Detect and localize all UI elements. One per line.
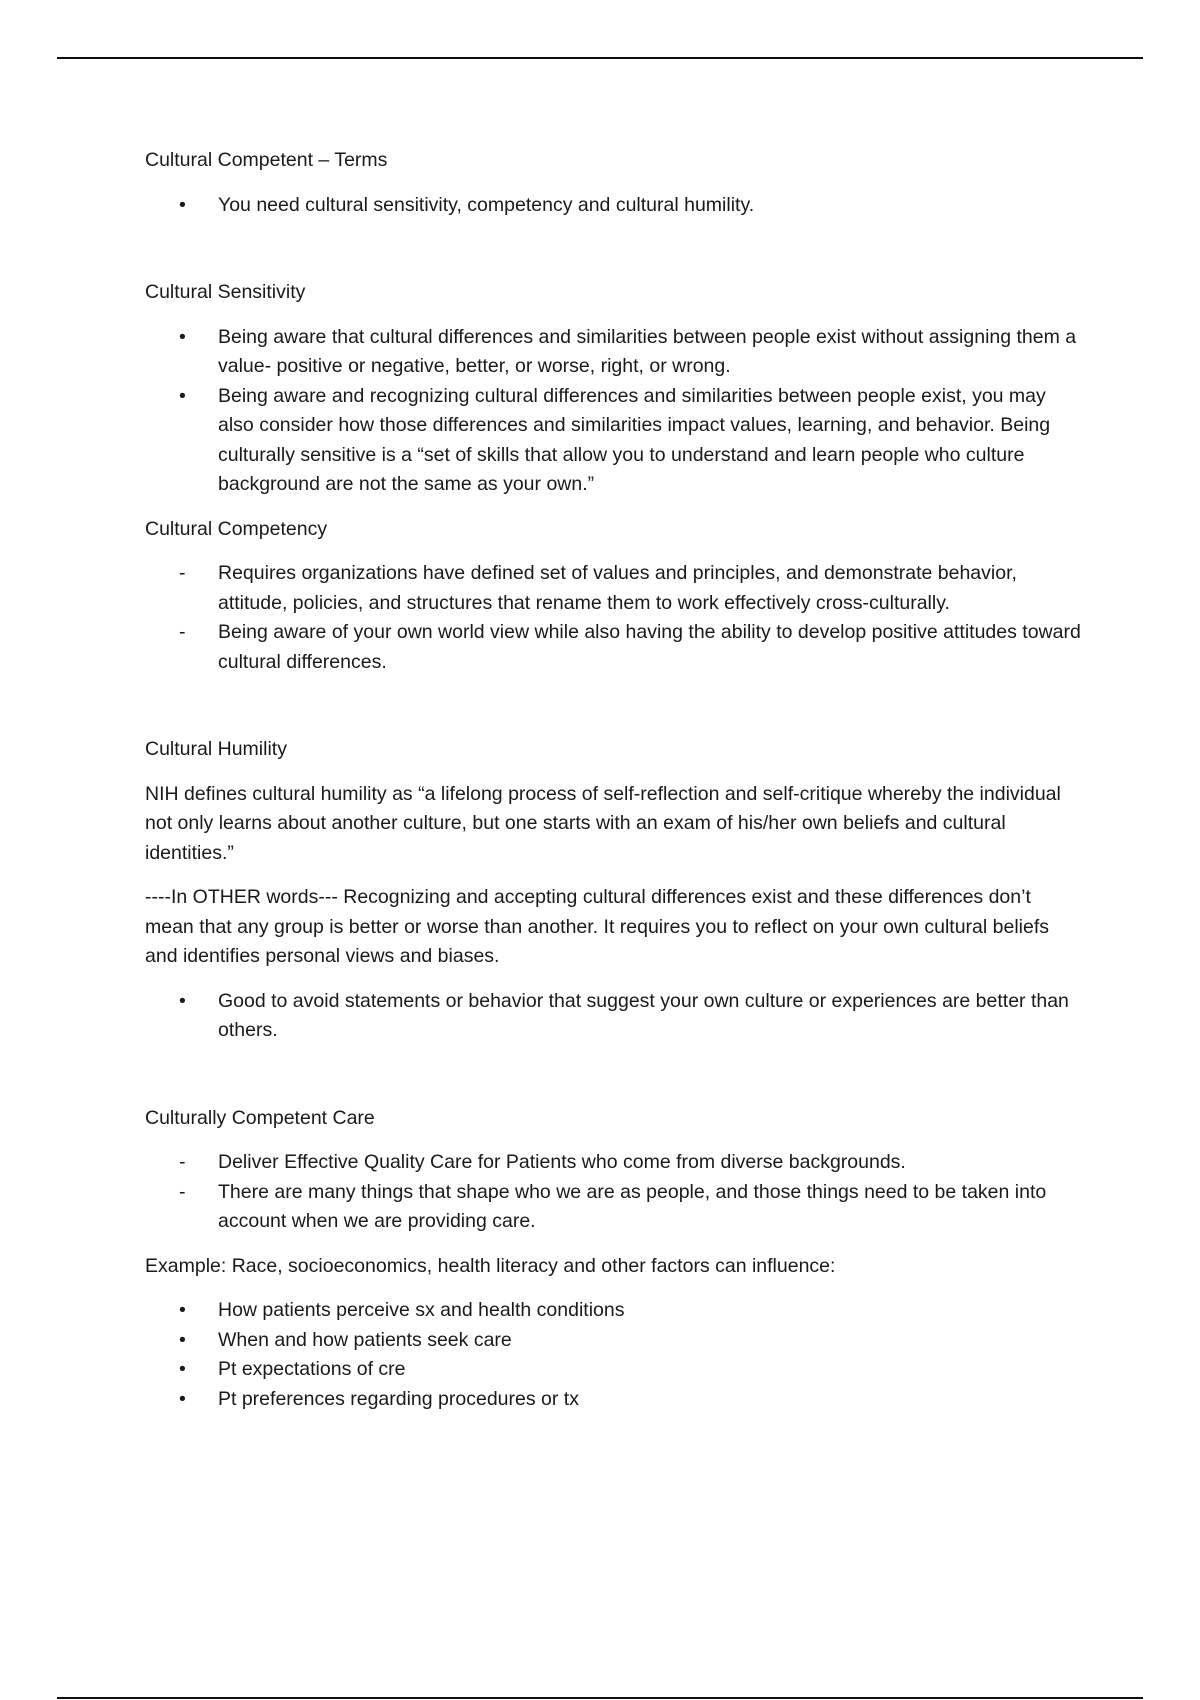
- header-rule: [57, 57, 1143, 59]
- bullet-marker: •: [179, 384, 186, 407]
- care-bullet-list: [145, 1296, 1085, 1414]
- list-item: • Pt preferences regarding procedures or tx: [145, 1385, 1085, 1415]
- care-example: Example: Race, socioeconomics, health literacy and other factors can influence:: [145, 1254, 836, 1277]
- terms-list: [145, 191, 1085, 221]
- heading-care: Culturally Competent Care: [145, 1106, 375, 1129]
- footer-rule: [57, 1697, 1143, 1699]
- humility-list: [145, 987, 1085, 1046]
- bullet-marker: •: [179, 1387, 186, 1410]
- dash-marker: -: [179, 621, 186, 643]
- bullet-marker: •: [179, 1358, 186, 1380]
- dash-marker: -: [179, 1151, 186, 1173]
- list-item: • How patients perceive sx and health conditions: [145, 1296, 1085, 1326]
- bullet-marker: •: [179, 989, 186, 1012]
- bullet-marker: •: [179, 1299, 186, 1321]
- sensitivity-list: [145, 323, 1085, 500]
- list-item: - Requires organizations have defined set of values and principles, and demonstrate behavior, attitude, policies, and structures that rename them to work effectively cross-culturally.: [145, 559, 1085, 618]
- bullet-marker: •: [179, 325, 186, 348]
- heading-humility: Cultural Humility: [145, 738, 287, 760]
- bullet-marker: •: [179, 193, 186, 216]
- list-item: - Deliver Effective Quality Care for Patients who come from diverse backgrounds.: [145, 1148, 1085, 1178]
- heading-competency: Cultural Competency: [145, 517, 328, 540]
- document-body: [145, 146, 1085, 1414]
- bullet-marker: •: [179, 1328, 186, 1351]
- humility-other-words: ----In OTHER words--- Recognizing and accepting cultural differences exist and these differences don’t mean that any group is better or worse than another. It requires you to reflect on your own cultural beliefs and identifies personal views and biases.: [145, 886, 1049, 967]
- competency-list: [145, 559, 1085, 677]
- care-dash-list: [145, 1148, 1085, 1237]
- list-item: - Being aware of your own world view while also having the ability to develop positive attitudes toward cultural differences.: [145, 618, 1085, 677]
- list-item: • Good to avoid statements or behavior that suggest your own culture or experiences are better than others.: [145, 987, 1085, 1046]
- list-item: - There are many things that shape who we are as people, and those things need to be taken into account when we are providing care.: [145, 1178, 1085, 1237]
- humility-definition: NIH defines cultural humility as “a lifelong process of self-reflection and self-critique whereby the individual not only learns about another culture, but one starts with an exam of his/her own beliefs and cultural identities.”: [145, 782, 1061, 864]
- list-item: • Pt expectations of cre: [145, 1355, 1085, 1385]
- dash-marker: -: [179, 562, 186, 584]
- dash-marker: -: [179, 1180, 186, 1203]
- list-item: • When and how patients seek care: [145, 1326, 1085, 1356]
- heading-sensitivity: Cultural Sensitivity: [145, 281, 306, 303]
- list-item: • You need cultural sensitivity, competency and cultural humility.: [145, 191, 1085, 221]
- heading-terms: Cultural Competent – Terms: [145, 149, 388, 171]
- list-item: • Being aware and recognizing cultural differences and similarities between people exist, you may also consider how those differences and similarities impact values, learning, and behavior. Being culturally sensitive is a “set of skills that allow you to understand and learn people who culture background are not the same as your own.”: [145, 382, 1085, 500]
- list-item: • Being aware that cultural differences and similarities between people exist without assigning them a value- positive or negative, better, or worse, right, or wrong.: [145, 323, 1085, 382]
